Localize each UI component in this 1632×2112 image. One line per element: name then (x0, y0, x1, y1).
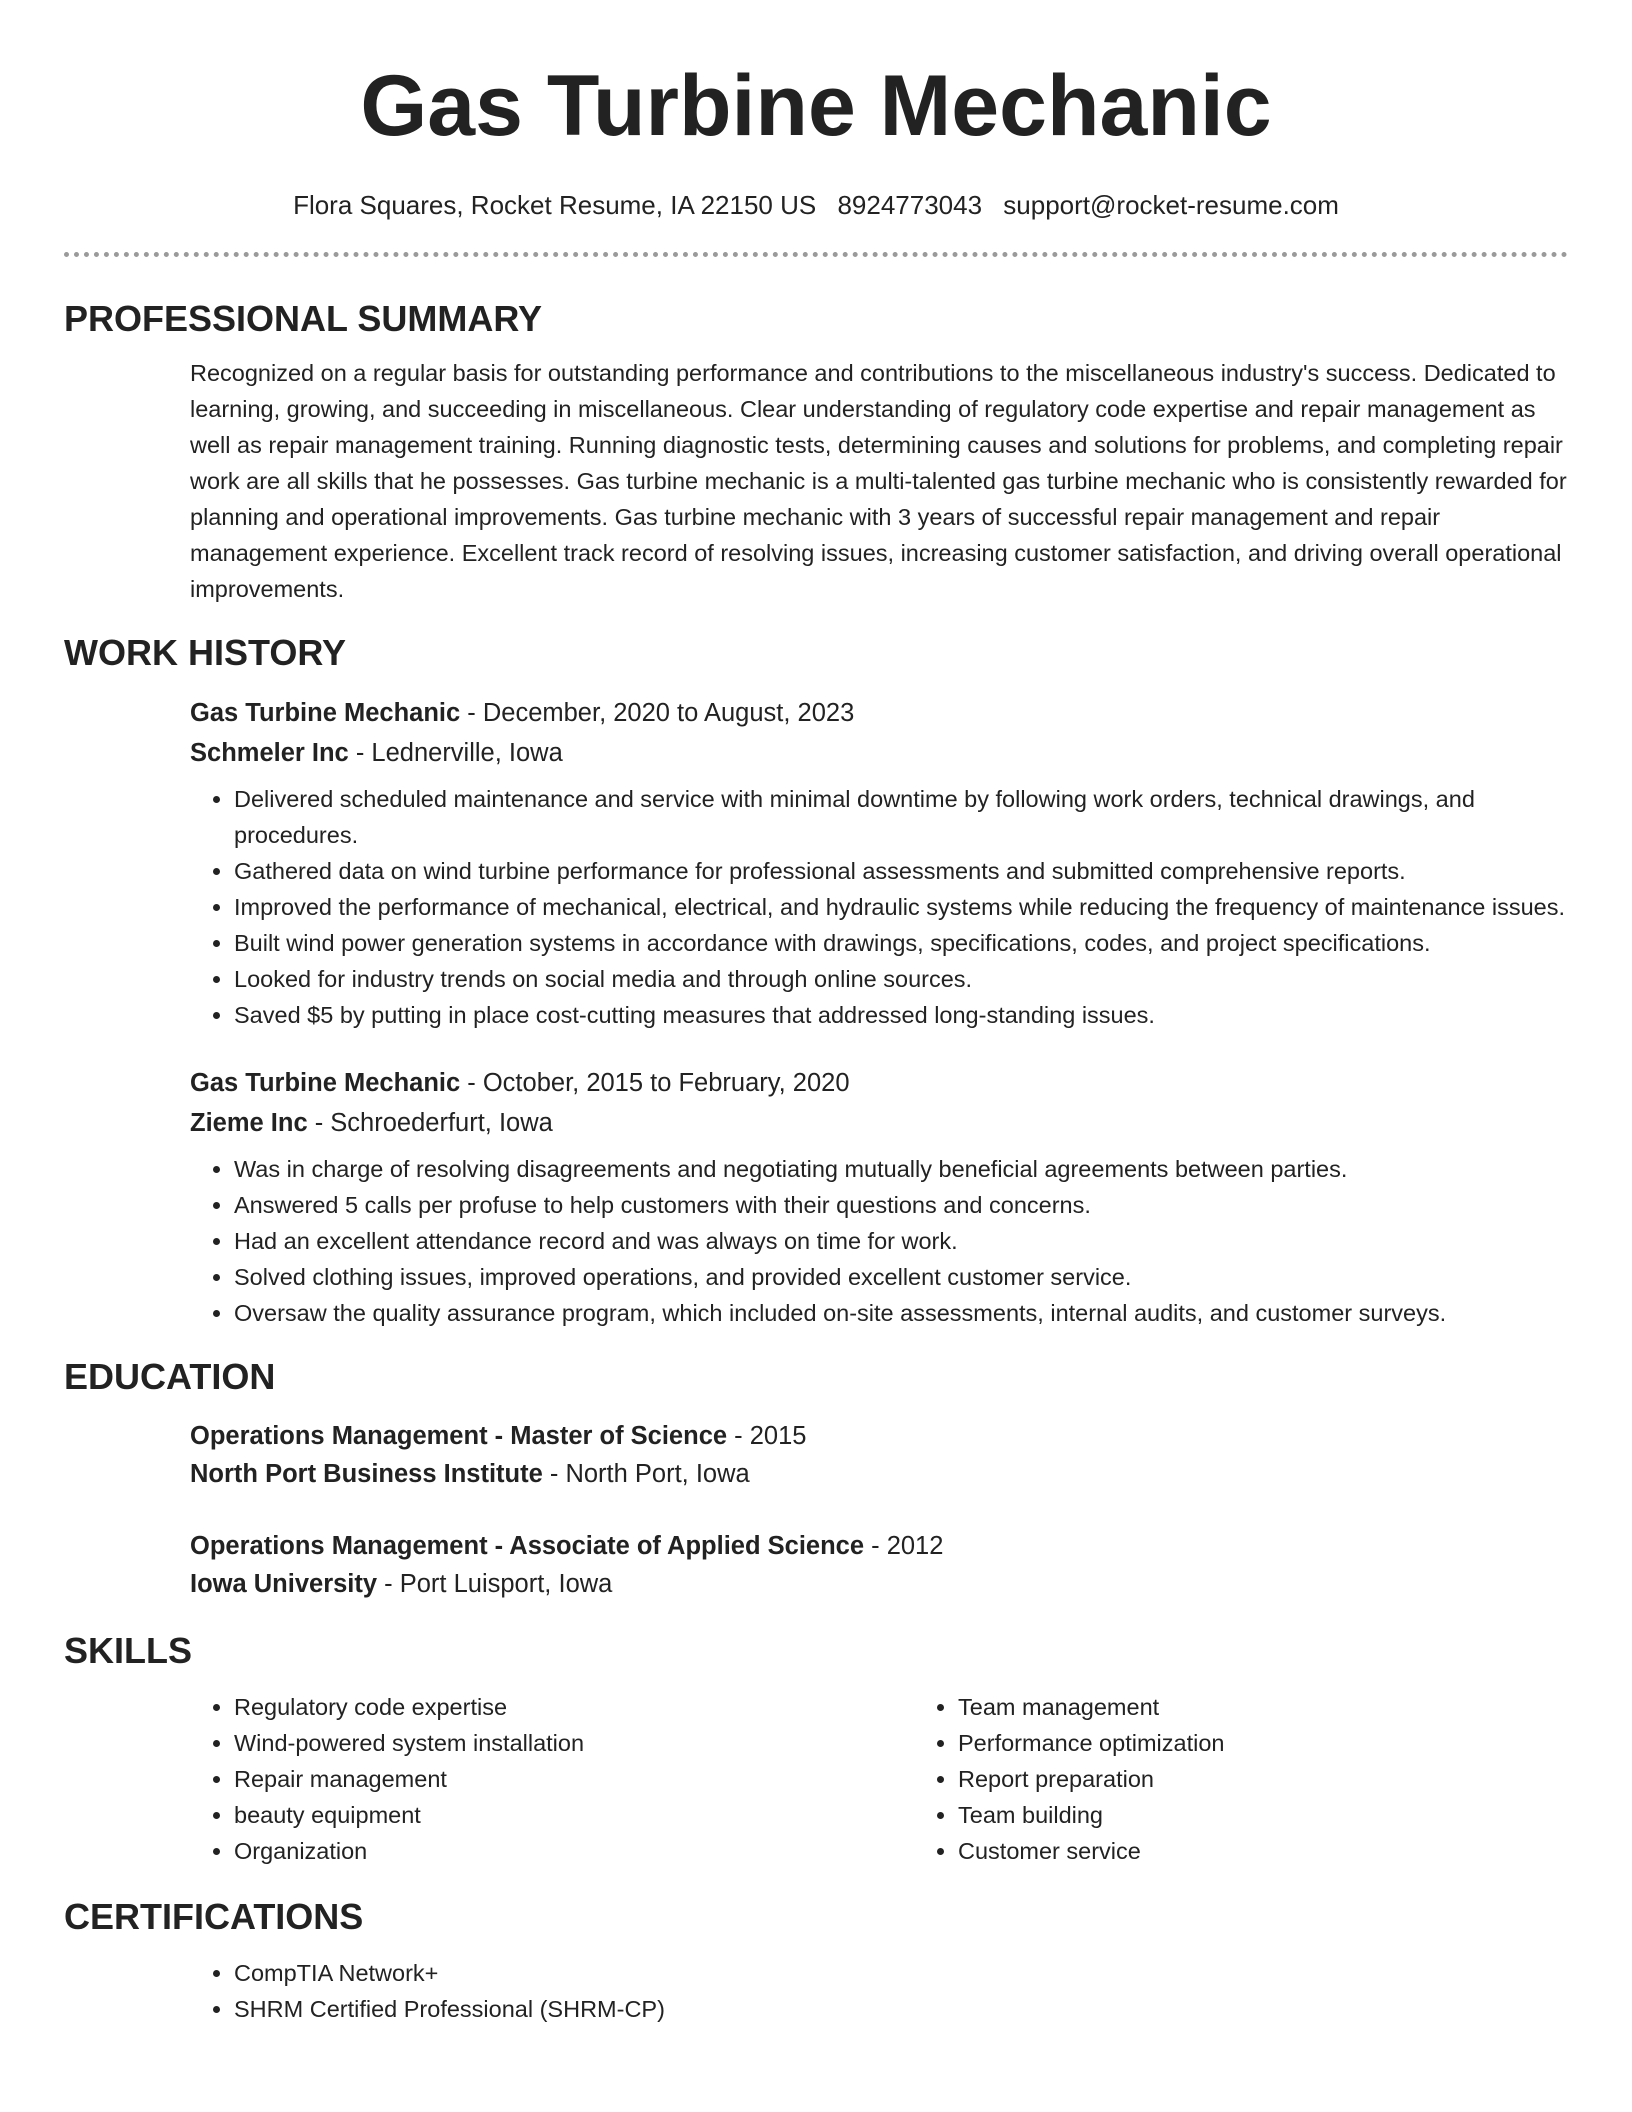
education-year: - 2012 (864, 1532, 944, 1560)
job-duties-list (190, 781, 1568, 1033)
summary-text: Recognized on a regular basis for outstanding performance and contributions to the miscellaneous industry's success. Dedicated to learning, growing, and succeeding in miscellaneous. Clear understanding of regulatory code expertise and repair management as well as repair management training. Running diagnostic tests, determining causes and solutions for problems, and completing repair work are all skills that he possesses. Gas turbine mechanic is a multi-talented gas turbine mechanic who is consistently rewarded for planning and operational improvements. Gas turbine mechanic with 3 years of successful repair management and repair management experience. Excellent track record of resolving issues, increasing customer satisfaction, and driving overall operational improvements. (190, 360, 1567, 602)
list-item: • Regulatory code expertise (234, 1689, 914, 1725)
education-school: Iowa University (190, 1570, 378, 1598)
job-dates: - October, 2015 to February, 2020 (460, 1069, 850, 1097)
certifications-heading: CERTIFICATIONS (64, 1896, 364, 1937)
job-entry (64, 1063, 1568, 1331)
contact-email: support@rocket-resume.com (1003, 190, 1339, 220)
job-duties-list (190, 1151, 1568, 1331)
job-company: Schmeler Inc (190, 739, 349, 767)
job-entry (64, 693, 1568, 1033)
list-item: • Saved $5 by putting in place cost-cutting measures that addressed long-standing issues. (234, 997, 1568, 1033)
education-location: - Port Luisport, Iowa (377, 1570, 613, 1598)
summary-heading: PROFESSIONAL SUMMARY (64, 298, 543, 339)
list-item: • Improved the performance of mechanical, electrical, and hydraulic systems while reducing the frequency of maintenance issues. (234, 889, 1568, 925)
list-item: • CompTIA Network+ (234, 1955, 1568, 1991)
job-location: - Lednerville, Iowa (348, 739, 563, 767)
list-item: • Solved clothing issues, improved operations, and provided excellent customer service. (234, 1259, 1568, 1295)
list-item: • Team building (958, 1797, 1632, 1833)
job-role: Gas Turbine Mechanic (190, 699, 461, 727)
job-dates: - December, 2020 to August, 2023 (460, 699, 855, 727)
job-company: Zieme Inc (190, 1109, 308, 1137)
education-degree-line (190, 1527, 1568, 1565)
job-company-line (190, 1103, 1568, 1143)
education-location: - North Port, Iowa (542, 1460, 750, 1488)
list-item: • Report preparation (958, 1761, 1632, 1797)
education-degree: Operations Management - Associate of Applied Science (190, 1532, 865, 1560)
list-item: • Gathered data on wind turbine performance for professional assessments and submitted comprehensive reports. (234, 853, 1568, 889)
education-degree-line (190, 1417, 1568, 1455)
list-item: • SHRM Certified Professional (SHRM-CP) (234, 1991, 1568, 2027)
education-heading: EDUCATION (64, 1356, 276, 1397)
skills-list-left (190, 1689, 914, 1869)
candidate-name: Gas Turbine Mechanic (360, 58, 1272, 154)
job-title-line (190, 693, 1568, 733)
list-item: • Customer service (958, 1833, 1632, 1869)
list-item: • beauty equipment (234, 1797, 914, 1833)
job-title-line (190, 1063, 1568, 1103)
list-item: • Built wind power generation systems in accordance with drawings, specifications, codes, and project specifications. (234, 925, 1568, 961)
list-item: • Performance optimization (958, 1725, 1632, 1761)
list-item: • Wind-powered system installation (234, 1725, 914, 1761)
education-degree: Operations Management - Master of Science (190, 1422, 728, 1450)
header-divider (64, 252, 1568, 257)
education-year: - 2015 (727, 1422, 807, 1450)
education-school: North Port Business Institute (190, 1460, 543, 1488)
education-entry (64, 1417, 1568, 1493)
list-item: • Oversaw the quality assurance program, which included on-site assessments, internal audits, and customer surveys. (234, 1295, 1568, 1331)
certifications-list (190, 1955, 1568, 2027)
list-item: • Team management (958, 1689, 1632, 1725)
certifications-block (64, 1955, 1568, 2027)
skills-grid (64, 1689, 1568, 1869)
contact-address: Flora Squares, Rocket Resume, IA 22150 US (293, 190, 817, 220)
job-location: - Schroederfurt, Iowa (307, 1109, 553, 1137)
job-company-line (190, 733, 1568, 773)
list-item: • Looked for industry trends on social media and through online sources. (234, 961, 1568, 997)
list-item: • Repair management (234, 1761, 914, 1797)
contact-line (64, 188, 1568, 222)
list-item: • Delivered scheduled maintenance and service with minimal downtime by following work orders, technical drawings, and procedures. (234, 781, 1568, 853)
list-item: • Answered 5 calls per profuse to help customers with their questions and concerns. (234, 1187, 1568, 1223)
contact-phone: 8924773043 (837, 190, 983, 220)
job-role: Gas Turbine Mechanic (190, 1069, 461, 1097)
skills-heading: SKILLS (64, 1630, 193, 1671)
education-school-line (190, 1565, 1568, 1603)
education-school-line (190, 1455, 1568, 1493)
education-entry (64, 1527, 1568, 1603)
work-history-heading: WORK HISTORY (64, 632, 347, 673)
list-item: • Organization (234, 1833, 914, 1869)
list-item: • Had an excellent attendance record and was always on time for work. (234, 1223, 1568, 1259)
list-item: • Was in charge of resolving disagreements and negotiating mutually beneficial agreements between parties. (234, 1151, 1568, 1187)
skills-list-right (914, 1689, 1632, 1869)
